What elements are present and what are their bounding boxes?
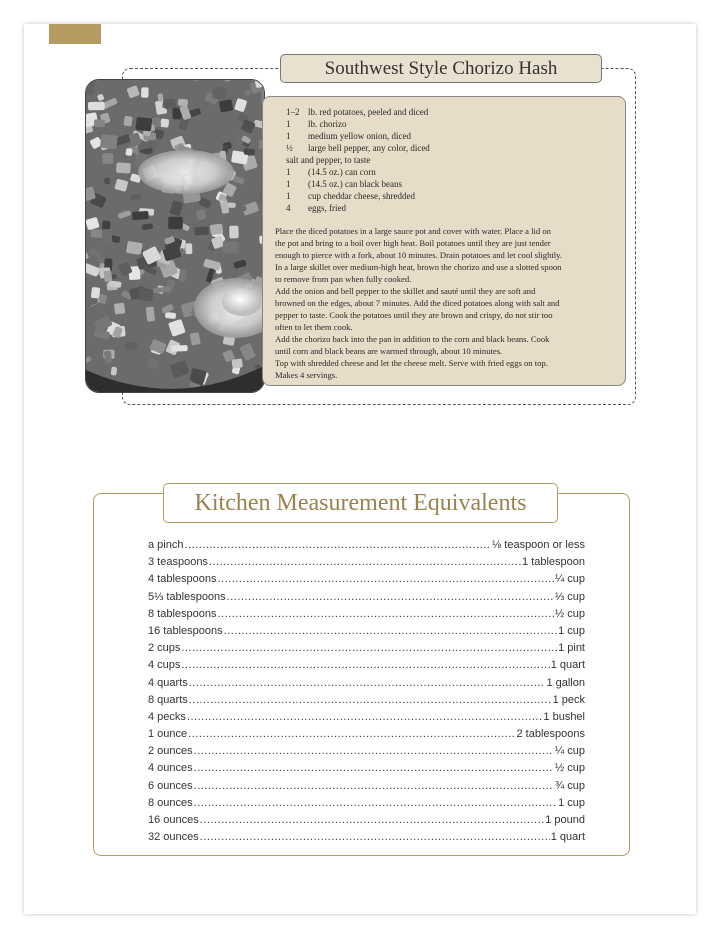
ingredient-row bbox=[286, 190, 430, 202]
food-texture-chunk bbox=[212, 86, 227, 100]
dot-leader bbox=[200, 829, 550, 846]
measurement-row bbox=[148, 554, 585, 571]
measurement-amount: 4 ounces bbox=[148, 762, 193, 775]
ingredient-qty: 1 bbox=[286, 179, 291, 189]
ingredient-item: medium yellow onion, diced bbox=[308, 131, 411, 141]
food-texture-chunk bbox=[100, 134, 118, 149]
measurement-equivalent: 1 bushel bbox=[543, 710, 585, 723]
measurement-equivalent: 1 peck bbox=[552, 693, 585, 706]
measurement-amount: 16 ounces bbox=[148, 814, 199, 826]
measurement-equivalent: 1 tablespoon bbox=[522, 556, 585, 569]
measurement-amount: 3 teaspoons bbox=[148, 556, 208, 569]
measurement-equivalent: ¼ cup bbox=[555, 745, 585, 758]
measurement-equivalent: ⅛ teaspoon or less bbox=[492, 539, 585, 551]
dot-leader bbox=[209, 554, 521, 571]
food-texture-chunk bbox=[243, 148, 255, 156]
measurement-row bbox=[148, 692, 585, 709]
dot-leader bbox=[188, 726, 515, 743]
food-texture-chunk bbox=[223, 242, 239, 254]
dot-leader bbox=[181, 640, 557, 657]
instruction-line: In a large skillet over medium-high heat, brown the chorizo and use a slotted spoon bbox=[275, 262, 562, 272]
ingredient-item: (14.5 oz.) can black beans bbox=[308, 179, 402, 189]
measurement-equivalent: 1 pound bbox=[545, 814, 585, 826]
dot-leader bbox=[194, 760, 554, 777]
measurement-amount: 4 tablespoons bbox=[148, 573, 217, 586]
instruction-line: enough to pierce with a fork, about 10 minutes. Drain potatoes and let cool slightly. bbox=[275, 250, 563, 260]
measurement-amount: 8 tablespoons bbox=[148, 607, 217, 620]
ingredient-item: eggs, fried bbox=[308, 203, 346, 213]
instruction-line: Place the diced potatoes in a large sauce pot and cover with water. Place a lid on bbox=[275, 226, 551, 236]
food-texture-chunk bbox=[114, 303, 125, 315]
food-texture-chunk bbox=[231, 358, 243, 368]
measurement-row bbox=[148, 829, 585, 846]
instruction-line: Add the onion and bell pepper to the skillet and sauté until they are soft and bbox=[275, 286, 536, 296]
measurement-amount: a pinch bbox=[148, 539, 184, 551]
food-texture-chunk bbox=[88, 102, 105, 111]
instruction-line: Top with shredded cheese and let the cheese melt. Serve with fried eggs on top. bbox=[275, 358, 548, 368]
instruction-line: to remove from pan when fully cooked. bbox=[275, 274, 412, 284]
ingredient-row bbox=[286, 202, 430, 214]
measurement-equivalent: ¾ cup bbox=[555, 779, 585, 792]
measurement-row bbox=[148, 589, 585, 606]
food-texture-chunk bbox=[168, 217, 183, 229]
food-texture-chunk bbox=[91, 287, 101, 299]
food-texture-chunk bbox=[123, 116, 132, 127]
food-texture-chunk bbox=[104, 351, 113, 364]
recipe-title: Southwest Style Chorizo Hash bbox=[280, 54, 602, 83]
ingredient-item: large bell pepper, any color, diced bbox=[308, 143, 430, 153]
ingredient-item: lb. red potatoes, peeled and diced bbox=[308, 107, 429, 117]
dot-leader bbox=[189, 675, 546, 692]
measurement-equivalent: 1 cup bbox=[558, 624, 585, 637]
ingredient-list bbox=[286, 106, 430, 214]
measurement-row bbox=[148, 657, 585, 674]
measurement-row bbox=[148, 537, 585, 554]
measurement-row bbox=[148, 812, 585, 829]
measurement-equivalent: ¼ cup bbox=[555, 573, 585, 586]
measurement-amount: 5⅓ tablespoons bbox=[148, 590, 226, 603]
ingredient-item: lb. chorizo bbox=[308, 119, 347, 129]
food-texture-chunk bbox=[219, 99, 234, 112]
dot-leader bbox=[194, 795, 557, 812]
measurement-amount: 8 quarts bbox=[148, 693, 188, 706]
measurement-equivalent: ½ cup bbox=[555, 607, 585, 620]
food-texture-chunk bbox=[132, 211, 149, 220]
ingredient-row bbox=[286, 166, 430, 178]
measurement-row bbox=[148, 675, 585, 692]
dot-leader bbox=[227, 589, 554, 606]
measurement-equivalent: 1 quart bbox=[550, 659, 585, 672]
measurement-title: Kitchen Measurement Equivalents bbox=[163, 483, 558, 523]
food-texture-chunk bbox=[94, 119, 105, 127]
measurement-row bbox=[148, 623, 585, 640]
food-texture-chunk bbox=[102, 153, 113, 164]
food-texture-chunk bbox=[194, 226, 209, 235]
measurement-row bbox=[148, 709, 585, 726]
dot-leader bbox=[187, 709, 542, 726]
instruction-line: browned on the edges, about 7 minutes. Add the diced potatoes along with salt and bbox=[275, 298, 560, 308]
food-texture-chunk bbox=[102, 229, 113, 244]
hash-skillet-image bbox=[86, 80, 265, 393]
measurement-amount: 32 ounces bbox=[148, 831, 199, 844]
measurement-amount: 2 ounces bbox=[148, 745, 193, 758]
food-texture-chunk bbox=[160, 118, 169, 127]
ingredient-row bbox=[286, 106, 430, 118]
dot-leader bbox=[181, 657, 549, 674]
dot-leader bbox=[194, 778, 554, 795]
ingredient-qty: 1 bbox=[286, 119, 291, 129]
measurement-row bbox=[148, 726, 585, 743]
measurement-row bbox=[148, 778, 585, 795]
measurement-amount: 6 ounces bbox=[148, 779, 193, 792]
ingredient-qty: ½ bbox=[286, 143, 293, 153]
instruction-line: until corn and black beans are warmed through, about 10 minutes. bbox=[275, 346, 503, 356]
recipe-instructions bbox=[275, 225, 611, 381]
ingredient-qty: 1–2 bbox=[286, 107, 300, 117]
measurement-row bbox=[148, 795, 585, 812]
food-texture-chunk bbox=[141, 87, 149, 97]
ingredient-qty: 4 bbox=[286, 203, 291, 213]
instruction-line: pepper to taste. Cook the potatoes until they are brown and crispy, do not stir too bbox=[275, 310, 553, 320]
food-texture-chunk bbox=[126, 241, 143, 255]
dot-leader bbox=[224, 623, 557, 640]
food-texture-chunk bbox=[125, 148, 132, 156]
dot-leader bbox=[184, 537, 491, 554]
food-texture-chunk bbox=[138, 287, 154, 301]
measurement-equivalent: 1 quart bbox=[550, 831, 585, 844]
measurement-equivalent: ⅓ cup bbox=[555, 590, 585, 603]
ingredient-row bbox=[286, 142, 430, 154]
measurement-amount: 2 cups bbox=[148, 642, 181, 655]
ingredient-qty: 1 bbox=[286, 167, 291, 177]
measurement-amount: 4 quarts bbox=[148, 676, 188, 689]
food-texture-chunk bbox=[103, 270, 112, 282]
ingredient-row bbox=[286, 130, 430, 142]
measurement-amount: 8 ounces bbox=[148, 796, 193, 809]
dot-leader bbox=[194, 743, 554, 760]
food-texture-chunk bbox=[111, 367, 118, 376]
food-texture-chunk bbox=[171, 345, 188, 352]
measurement-equivalent: ½ cup bbox=[555, 762, 585, 775]
dot-leader bbox=[200, 812, 544, 829]
food-texture-chunk bbox=[245, 90, 251, 96]
measurement-row bbox=[148, 571, 585, 588]
food-texture-chunk bbox=[146, 307, 155, 322]
ingredient-item: (14.5 oz.) can corn bbox=[308, 167, 376, 177]
recipe-photo bbox=[85, 79, 265, 393]
measurement-row bbox=[148, 760, 585, 777]
measurement-amount: 4 cups bbox=[148, 659, 181, 672]
measurement-amount: 16 tablespoons bbox=[148, 624, 223, 637]
ingredient-qty: 1 bbox=[286, 131, 291, 141]
instruction-line: Add the chorizo back into the pan in addition to the corn and black beans. Cook bbox=[275, 334, 550, 344]
ingredient-row bbox=[286, 154, 430, 166]
food-texture-chunk bbox=[116, 162, 131, 173]
instruction-line: often to let them cook. bbox=[275, 322, 353, 332]
measurement-row bbox=[148, 606, 585, 623]
food-texture-chunk bbox=[178, 99, 188, 107]
ingredient-qty: 1 bbox=[286, 191, 291, 201]
ingredient-item: salt and pepper, to taste bbox=[286, 155, 371, 165]
measurement-row bbox=[148, 640, 585, 657]
food-texture-chunk bbox=[164, 98, 177, 109]
food-texture-chunk bbox=[98, 257, 104, 264]
dot-leader bbox=[218, 606, 555, 623]
instruction-line: the pot and bring to a boil over high heat. Boil potatoes until they are just tender bbox=[275, 238, 551, 248]
ingredient-item: cup cheddar cheese, shredded bbox=[308, 191, 415, 201]
measurement-equivalent: 1 gallon bbox=[546, 676, 585, 689]
dot-leader bbox=[218, 571, 555, 588]
instruction-line: Makes 4 servings. bbox=[275, 370, 338, 380]
measurement-equivalent: 1 pint bbox=[558, 642, 585, 655]
food-texture-chunk bbox=[210, 223, 224, 235]
measurement-equivalent: 1 cup bbox=[558, 796, 585, 809]
food-texture-chunk bbox=[185, 243, 192, 254]
food-texture-chunk bbox=[229, 226, 239, 239]
dot-leader bbox=[189, 692, 552, 709]
measurement-amount: 1 ounce bbox=[148, 728, 188, 741]
food-texture-chunk bbox=[135, 117, 152, 132]
measurement-list bbox=[148, 537, 585, 846]
measurement-equivalent: 2 tablespoons bbox=[516, 728, 585, 741]
ingredient-row bbox=[286, 178, 430, 190]
measurement-amount: 4 pecks bbox=[148, 710, 186, 723]
measurement-row bbox=[148, 743, 585, 760]
corner-tab bbox=[49, 24, 101, 44]
ingredient-row bbox=[286, 118, 430, 130]
